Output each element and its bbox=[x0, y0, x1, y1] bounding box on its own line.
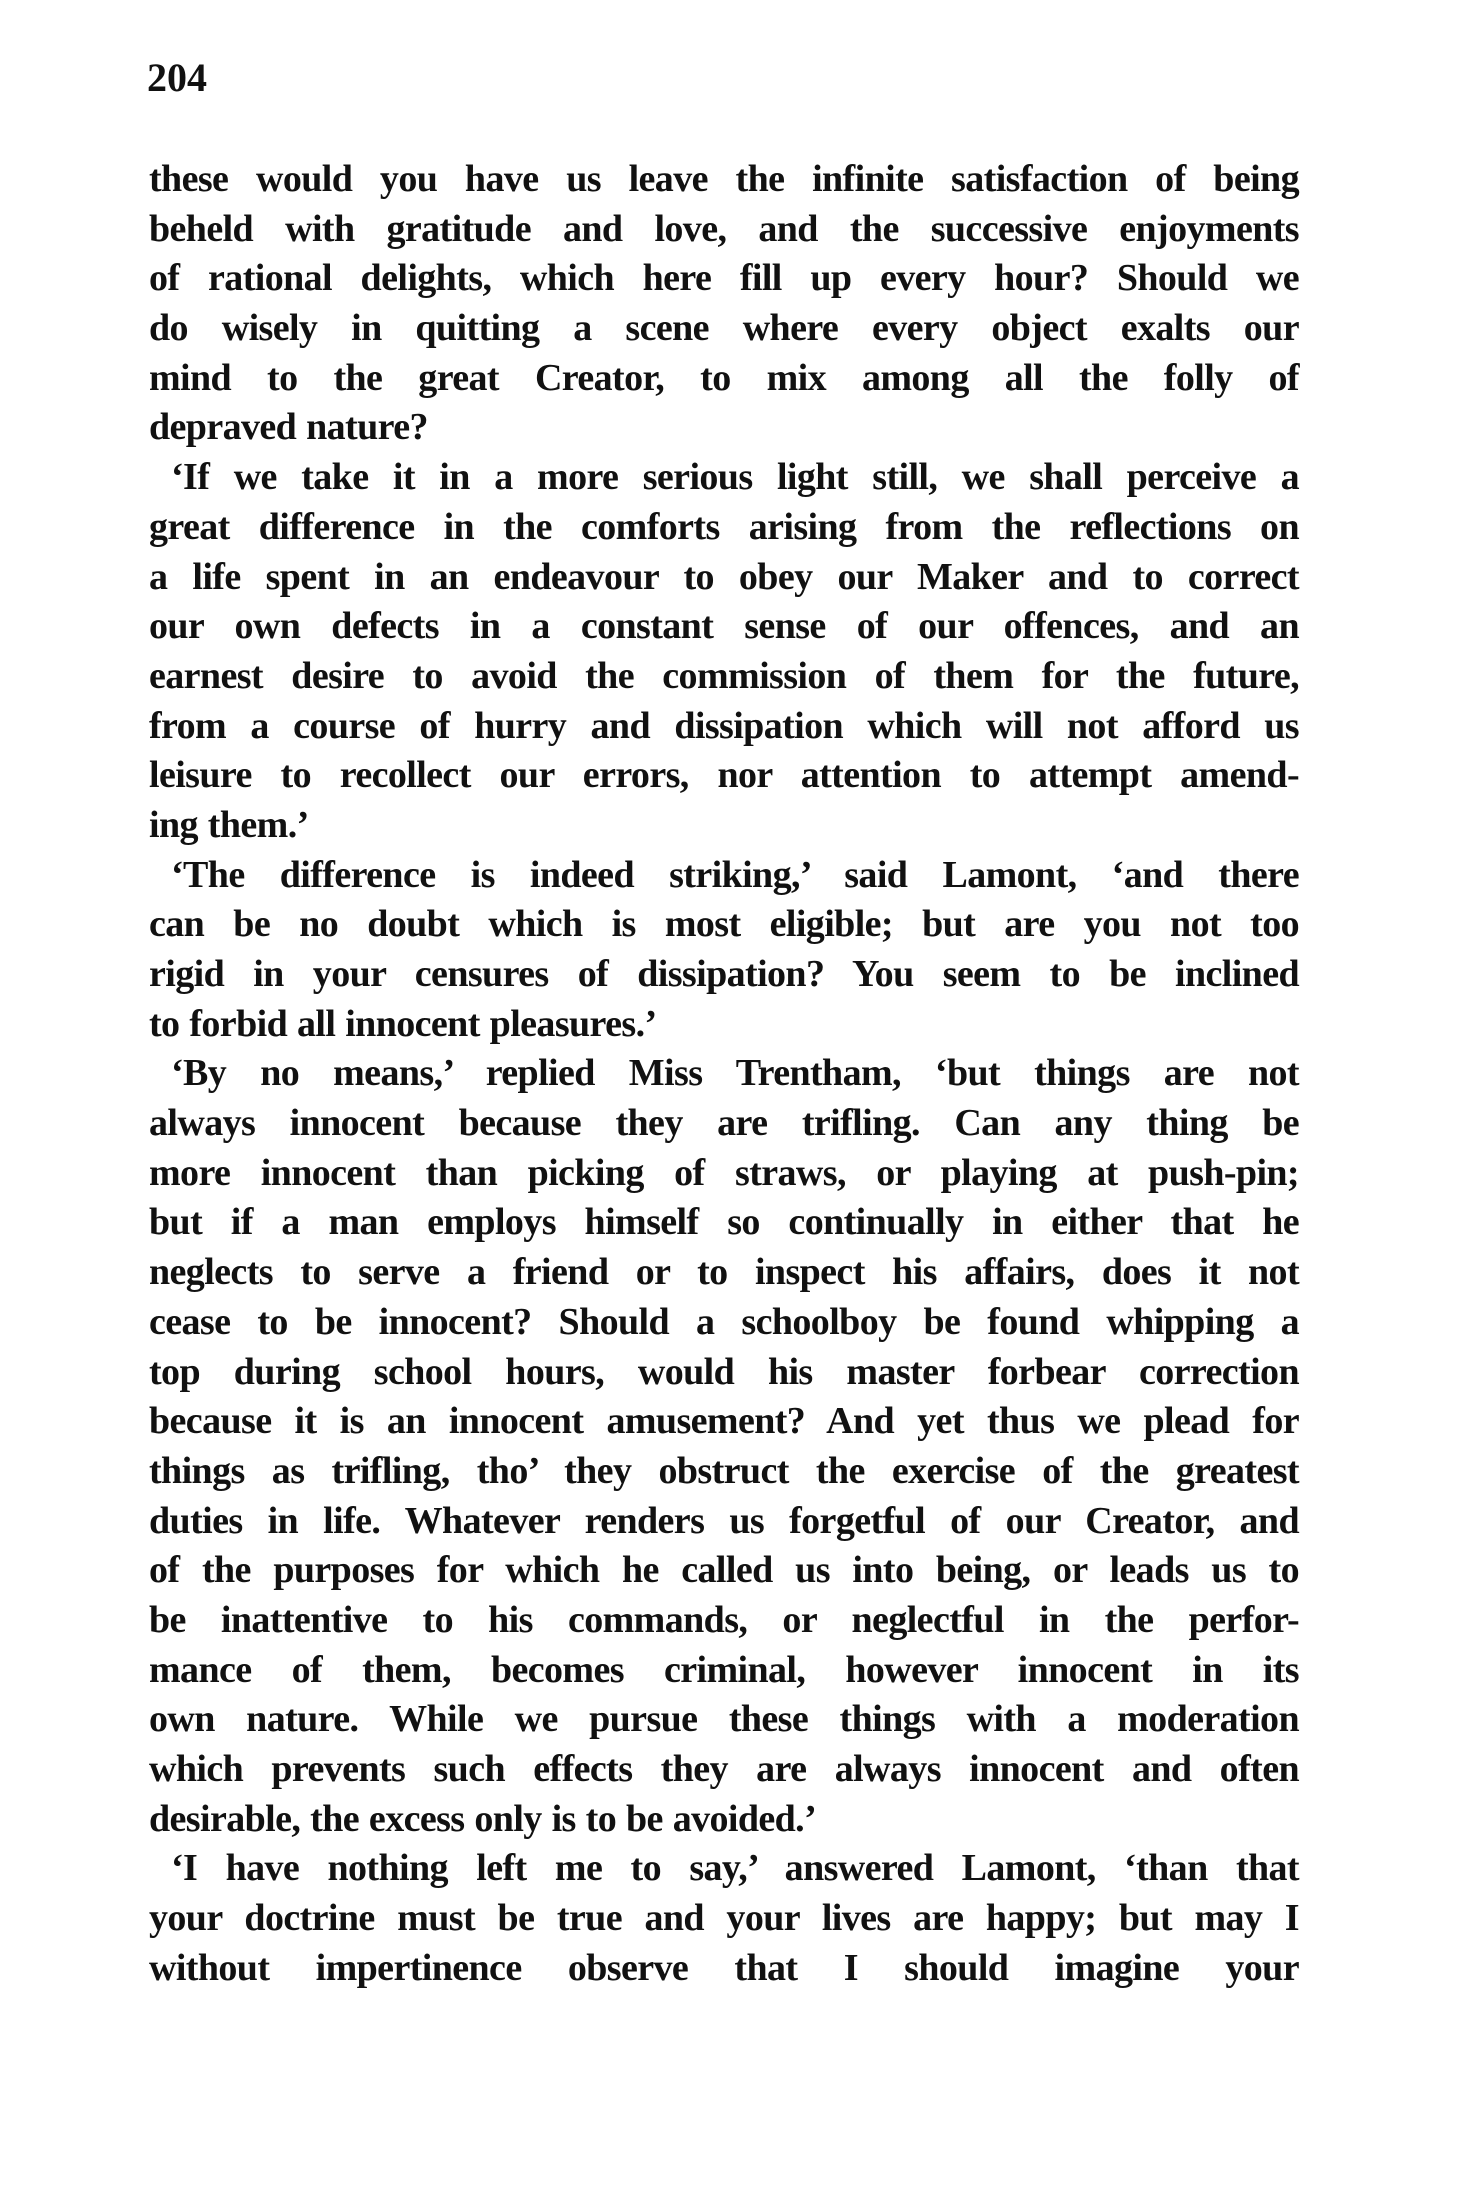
text-line: a life spent in an endeavour to obey our Maker and to correct bbox=[149, 555, 1299, 598]
text-line: be inattentive to his commands, or neglectful in the perfor- bbox=[149, 1598, 1299, 1641]
text-line: top during school hours, would his master forbear correction bbox=[149, 1350, 1299, 1393]
text-line: ‘I have nothing left me to say,’ answered Lamont, ‘than that bbox=[171, 1847, 1299, 1890]
text-line: own nature. While we pursue these things with a moderation bbox=[149, 1698, 1299, 1741]
text-line: these would you have us leave the infinite satisfaction of being bbox=[149, 158, 1299, 200]
body-text bbox=[149, 155, 1299, 1993]
text-line: which prevents such effects they are always innocent and often bbox=[149, 1748, 1299, 1790]
text-line: desirable, the excess only is to be avoided.’ bbox=[149, 1797, 817, 1840]
text-line: rigid in your censures of dissipation? You seem to be inclined bbox=[149, 953, 1299, 995]
text-line: great difference in the comforts arising from the reflections on bbox=[149, 505, 1299, 548]
text-line: more innocent than picking of straws, or playing at push-pin; bbox=[149, 1151, 1299, 1194]
text-line: beheld with gratitude and love, and the successive enjoyments bbox=[149, 207, 1299, 250]
text-line: without impertinence observe that I should imagine your bbox=[149, 1946, 1299, 1989]
text-line: to forbid all innocent pleasures.’ bbox=[149, 1002, 657, 1045]
text-line: our own defects in a constant sense of our offences, and an bbox=[149, 605, 1299, 648]
text-line: always innocent because they are trifling. Can any thing be bbox=[149, 1102, 1299, 1145]
text-line: duties in life. Whatever renders us forgetful of our Creator, and bbox=[149, 1499, 1299, 1542]
text-line: from a course of hurry and dissipation which will not afford us bbox=[149, 704, 1299, 747]
text-line: ‘If we take it in a more serious light still, we shall perceive a bbox=[171, 456, 1299, 499]
text-line: things as trifling, tho’ they obstruct the exercise of the greatest bbox=[149, 1449, 1299, 1492]
text-line: mind to the great Creator, to mix among all the folly of bbox=[149, 356, 1299, 399]
text-line: depraved nature? bbox=[149, 406, 428, 449]
text-line: ‘The difference is indeed striking,’ said Lamont, ‘and there bbox=[171, 853, 1299, 896]
text-line: of the purposes for which he called us into being, or leads us to bbox=[149, 1549, 1299, 1592]
text-line: cease to be innocent? Should a schoolboy be found whipping a bbox=[149, 1300, 1299, 1343]
text-line: but if a man employs himself so continually in either that he bbox=[149, 1201, 1299, 1244]
text-line: your doctrine must be true and your lives are happy; but may I bbox=[149, 1897, 1299, 1940]
text-line: can be no doubt which is most eligible; but are you not too bbox=[149, 903, 1299, 946]
text-line: neglects to serve a friend or to inspect his affairs, does it not bbox=[149, 1251, 1299, 1294]
text-line: of rational delights, which here fill up every hour? Should we bbox=[149, 257, 1299, 300]
text-line: do wisely in quitting a scene where every object exalts our bbox=[149, 307, 1299, 350]
text-line: ing them.’ bbox=[149, 803, 309, 846]
text-line: ‘By no means,’ replied Miss Trentham, ‘but things are not bbox=[171, 1052, 1299, 1095]
text-line: earnest desire to avoid the commission of them for the future, bbox=[149, 654, 1299, 697]
page-number: 204 bbox=[147, 55, 207, 100]
text-line: mance of them, becomes criminal, however innocent in its bbox=[149, 1648, 1299, 1691]
text-line: leisure to recollect our errors, nor attention to attempt amend- bbox=[149, 754, 1299, 797]
text-line: because it is an innocent amusement? And yet thus we plead for bbox=[149, 1400, 1299, 1443]
